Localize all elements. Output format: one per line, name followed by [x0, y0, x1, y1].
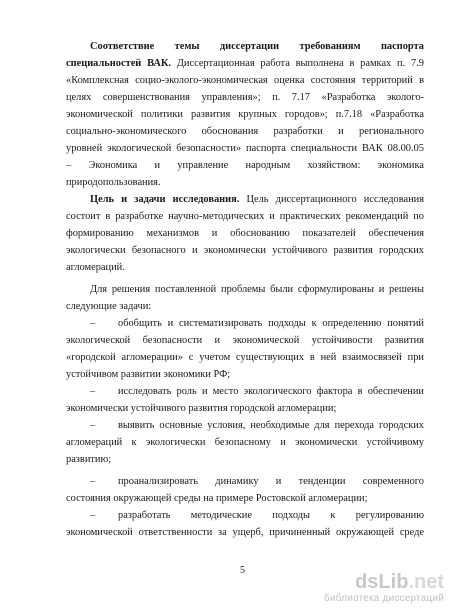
- bold-run: специальностей ВАК.: [66, 58, 172, 69]
- list-dash: –: [90, 318, 96, 329]
- list-item-line: экономической ответственности за ущерб, причиненный окружающей среде: [66, 527, 424, 538]
- list-item-line: устойчивом развитии экономики РФ;: [66, 369, 231, 380]
- paragraph-line: социально-экономического обоснования разработки и регионального: [66, 126, 424, 137]
- list-item-line: экологической безопасности и экономической устойчивости развития: [66, 335, 424, 346]
- list-item-line: «городской агломерации» с учетом существующих в ней взаимосвязей при: [66, 352, 424, 363]
- page-number: 5: [240, 565, 245, 576]
- paragraph-line: уровней экологической безопасности» паспорта специальности ВАК 08.00.05: [66, 143, 424, 154]
- list-item-line: проанализировать динамику и тенденции современного: [118, 476, 424, 487]
- paragraph-line: «Комплексная социо-эколого-экономическая оценка состояния территорий в: [66, 75, 424, 86]
- paragraph-line: природопользования.: [66, 177, 161, 188]
- list-item-line: исследовать роль и место экологического фактора в обеспечении: [118, 386, 424, 397]
- list-item-line: состояния окружающей среды на примере Ростовской агломерации;: [66, 493, 368, 504]
- watermark-logo-main: dsLib: [355, 571, 409, 593]
- list-dash: –: [90, 420, 96, 431]
- paragraph-line: [66, 58, 424, 70]
- paragraph-line: состоит в разработке научно-методических и практических рекомендаций по: [66, 211, 424, 222]
- list-dash: –: [90, 386, 96, 397]
- text-run: Диссертационная работа выполнена в рамках п. 7.9: [171, 58, 424, 69]
- watermark: [324, 571, 444, 604]
- watermark-logo: [324, 571, 444, 593]
- watermark-subtitle: библиотека диссертаций: [324, 593, 444, 604]
- text-run: Цель диссертационного исследования: [239, 194, 424, 205]
- paragraph-line: агломераций.: [66, 262, 125, 273]
- list-item-line: агломераций к экологически безопасному и экономически устойчивому: [66, 437, 424, 448]
- bold-run: Цель и задачи исследования.: [90, 194, 240, 205]
- list-item-line: обобщить и систематизировать подходы к определению понятий: [118, 318, 424, 329]
- list-item-line: разработать методические подходы к регулированию: [118, 510, 424, 521]
- list-item-line: развитию;: [66, 454, 112, 465]
- heading-goals-tasks: [90, 194, 424, 206]
- paragraph-line: – Экономика и управление народным хозяйством: экономика: [66, 160, 424, 171]
- heading-passport-correspondence: Соответствие темы диссертации требованиям паспорта: [90, 41, 424, 52]
- list-item-line: экономически устойчивого развития городской агломерации;: [66, 403, 337, 414]
- watermark-logo-tld: .net: [408, 571, 444, 593]
- paragraph-line: целях совершенствования управления»; п. 7.17 «Разработка эколого-: [66, 92, 424, 103]
- paragraph-line: экономической политики развития крупных городов»; п.7.18 «Разработка: [66, 109, 424, 120]
- list-dash: –: [90, 476, 96, 487]
- paragraph-line: следующие задачи:: [66, 301, 152, 312]
- paragraph-line: формированию механизмов и обоснованию показателей обеспечения: [66, 228, 424, 239]
- paragraph-line: Для решения поставленной проблемы были сформулированы и решены: [90, 284, 424, 295]
- list-dash: –: [90, 510, 96, 521]
- paragraph-line: экологически безопасного и экономически устойчивого развития городских: [66, 245, 424, 256]
- list-item-line: выявить основные условия, необходимые для перехода городских: [118, 420, 424, 431]
